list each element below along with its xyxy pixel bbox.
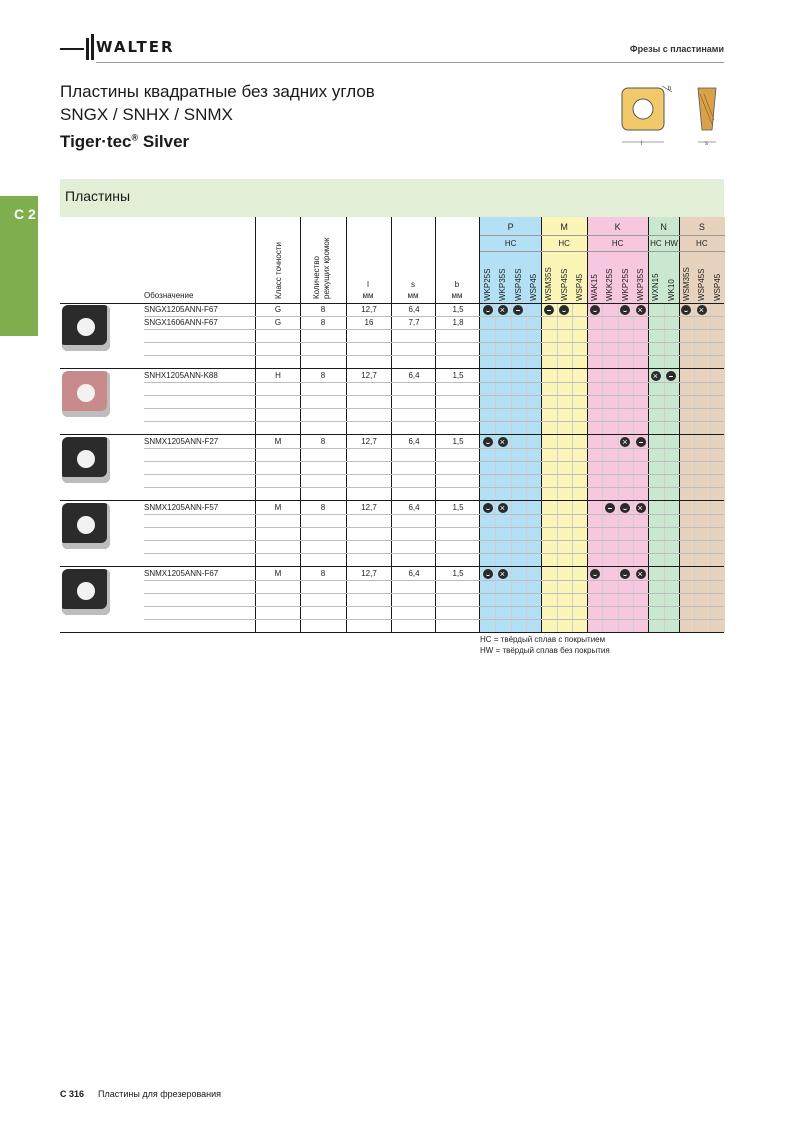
suitability-icon [483,503,493,513]
grade-label: WSP45S [559,268,569,301]
cell-l: 12,7 [361,437,377,446]
cell-designation: SNHX1205ANN-K88 [144,371,218,380]
row-rule [144,408,724,409]
grade-label: WSP45S [697,268,707,301]
col-head-b-unit: мм [451,291,463,300]
cell-b: 1,5 [452,371,464,380]
section-band [60,179,724,217]
cell-edges: 8 [320,437,326,446]
col-head-b [435,279,479,301]
block-rule [60,632,724,633]
suitability-icon [636,569,646,579]
row-rule [144,421,724,422]
material-group-type-N-hw: HW [664,239,678,248]
suitability-icon [605,503,615,513]
cell-b: 1,5 [452,437,464,446]
grade-label: WSM35S [681,267,691,301]
row-rule [144,580,724,581]
cell-designation: SNMX1205ANN-F27 [144,437,219,446]
cell-s: 6,4 [408,437,420,446]
legend-hw: HW = твёрдый сплав без покрытия [480,646,610,655]
cell-accuracy: M [274,569,282,578]
grade-label: WSP45S [513,268,523,301]
group-head-rule [480,251,725,252]
block-rule [60,434,724,435]
group-divider [679,217,680,632]
section-band-title: Пластины [65,188,131,204]
cell-s: 6,4 [408,371,420,380]
grade-label: WKP35S [636,268,645,301]
suitability-icon [483,569,493,579]
grade-divider [710,303,711,632]
row-rule [144,514,724,515]
cell-edges: 8 [320,503,326,512]
grade-label: WSP45 [528,273,538,301]
insert-hole [77,318,95,336]
suitability-icon [498,305,508,315]
row-rule [144,461,724,462]
insert-photo [62,569,110,615]
cell-l: 12,7 [361,569,377,578]
suitability-icon [651,371,661,381]
product-line-rest: Silver [138,132,190,151]
cell-designation: SNGX1606ANN-F67 [144,318,218,327]
col-head-accuracy: Класс точности [274,241,283,299]
cell-accuracy: H [275,371,281,380]
suitability-icon [697,305,707,315]
suitability-icon [483,437,493,447]
cell-l: 12,7 [361,503,377,512]
grade-label: WKP35S [498,268,508,301]
suitability-icon [498,437,508,447]
section-label: Фрезы с пластинами [629,44,724,54]
material-group-type-S: HC [696,239,708,248]
insert-hole [77,516,95,534]
grade-label: WSP45 [574,273,584,301]
footer-text: Пластины для фрезерования [98,1089,222,1099]
cell-s: 6,4 [408,569,420,578]
grade-divider [694,303,695,632]
material-group-letter-M: M [560,222,568,232]
cell-s: 6,4 [408,503,420,512]
group-divider [648,217,649,632]
cell-accuracy: M [274,437,282,446]
suitability-icon [559,305,569,315]
grade-divider [664,303,665,632]
block-rule [60,566,724,567]
material-group-letter-P: P [507,222,514,232]
svg-text:b: b [668,86,672,92]
cell-edges: 8 [320,569,326,578]
insert-hole [77,384,95,402]
insert-schematic [612,80,724,152]
cell-accuracy: G [274,305,282,314]
grade-label: WXN15 [651,273,661,301]
row-rule [144,540,724,541]
block-rule [60,368,724,369]
svg-text:s: s [705,141,708,147]
grade-divider [618,303,619,632]
grade-label: WKP25S [483,268,492,301]
insert-hole [77,450,95,468]
row-rule [144,593,724,594]
page-footer [60,1089,221,1099]
row-rule [144,329,724,330]
group-head-rule [480,235,725,236]
row-rule [144,316,724,317]
col-head-edges-2: режущих кромок [322,237,331,299]
row-rule [144,606,724,607]
grade-divider [511,303,512,632]
grade-divider [557,303,558,632]
cell-accuracy: G [274,318,282,327]
cell-b: 1,5 [452,569,464,578]
suitability-icon [636,437,646,447]
insert-photo [62,305,110,351]
row-rule [144,527,724,528]
cell-accuracy: M [274,503,282,512]
grade-label: WSM35S [544,267,554,301]
title-line-1: Пластины квадратные без задних углов [60,82,375,101]
grade-label: WK10 [666,279,676,301]
grade-label: WAK15 [590,274,600,301]
block-rule [60,500,724,501]
suitability-icon [498,503,508,513]
cell-l: 12,7 [361,305,377,314]
col-head-edges-1: Количество [312,256,321,299]
material-group-letter-N: N [660,222,667,232]
col-head-s [391,279,435,301]
svg-text:l: l [641,141,643,147]
legend [480,634,610,656]
page-title [60,80,375,126]
material-group-type-N-hc: HC [650,239,662,248]
suitability-icon [498,569,508,579]
suitability-icon [636,503,646,513]
row-rule [144,342,724,343]
grade-divider [633,303,634,632]
col-head-s-unit: мм [407,291,419,300]
cell-l: 16 [364,318,374,327]
cell-b: 1,5 [452,503,464,512]
cell-l: 12,7 [361,371,377,380]
grade-label: WSP45 [712,273,722,301]
row-rule [144,474,724,475]
cell-edges: 8 [320,371,326,380]
cell-s: 6,4 [408,305,420,314]
suitability-icon [590,569,600,579]
product-line-main: Tiger·tec [60,132,132,151]
product-line [60,132,189,152]
insert-photo [62,503,110,549]
header-rule [96,62,724,63]
cell-edges: 8 [320,305,326,314]
row-rule [144,355,724,356]
row-rule [144,448,724,449]
insert-hole [77,582,95,600]
row-rule [144,395,724,396]
grade-divider [495,303,496,632]
cell-edges: 8 [320,318,326,327]
cell-b: 1,8 [452,318,464,327]
suitability-icon [544,305,554,315]
insert-photo [62,371,110,417]
suitability-icon [483,305,493,315]
grade-divider [526,303,527,632]
col-head-b-label: b [454,280,460,289]
material-group-letter-S: S [698,222,705,232]
table-head-rule [60,303,724,304]
group-divider [541,217,542,632]
title-line-2: SNGX / SNHX / SNMX [60,105,233,124]
cell-b: 1,5 [452,305,464,314]
brand-wordmark: WALTER [96,38,175,56]
col-head-l-label: l [367,280,369,289]
material-group-type-P: HC [504,239,517,248]
grade-label: WKP25S [620,268,630,301]
col-head-l [346,279,390,301]
group-divider [587,217,588,632]
insert-photo [62,437,110,483]
material-group-letter-K: K [614,222,621,232]
suitability-icon [620,437,630,447]
row-rule [144,487,724,488]
row-rule [144,619,724,620]
material-group-type-K: HC [611,239,624,248]
cell-designation: SNGX1205ANN-F67 [144,305,218,314]
inserts-table [60,217,724,632]
col-head-l-unit: мм [362,291,374,300]
suitability-icon [636,305,646,315]
row-rule [144,382,724,383]
row-rule [144,553,724,554]
cell-designation: SNMX1205ANN-F67 [144,569,219,578]
legend-hc: HC = твёрдый сплав с покрытием [480,635,606,644]
material-group-type-M: HC [558,239,570,248]
cell-designation: SNMX1205ANN-F57 [144,503,219,512]
col-head-designation: Обозначение [144,291,194,300]
chapter-tab-label: C 2 [14,206,36,222]
grade-divider [572,303,573,632]
col-head-s-label: s [411,280,415,289]
grade-divider [602,303,603,632]
page-number: C 316 [60,1089,85,1099]
cell-s: 7,7 [408,318,420,327]
registered-mark: ® [131,132,139,143]
suitability-icon [590,305,600,315]
grade-label: WKK25S [605,268,615,301]
